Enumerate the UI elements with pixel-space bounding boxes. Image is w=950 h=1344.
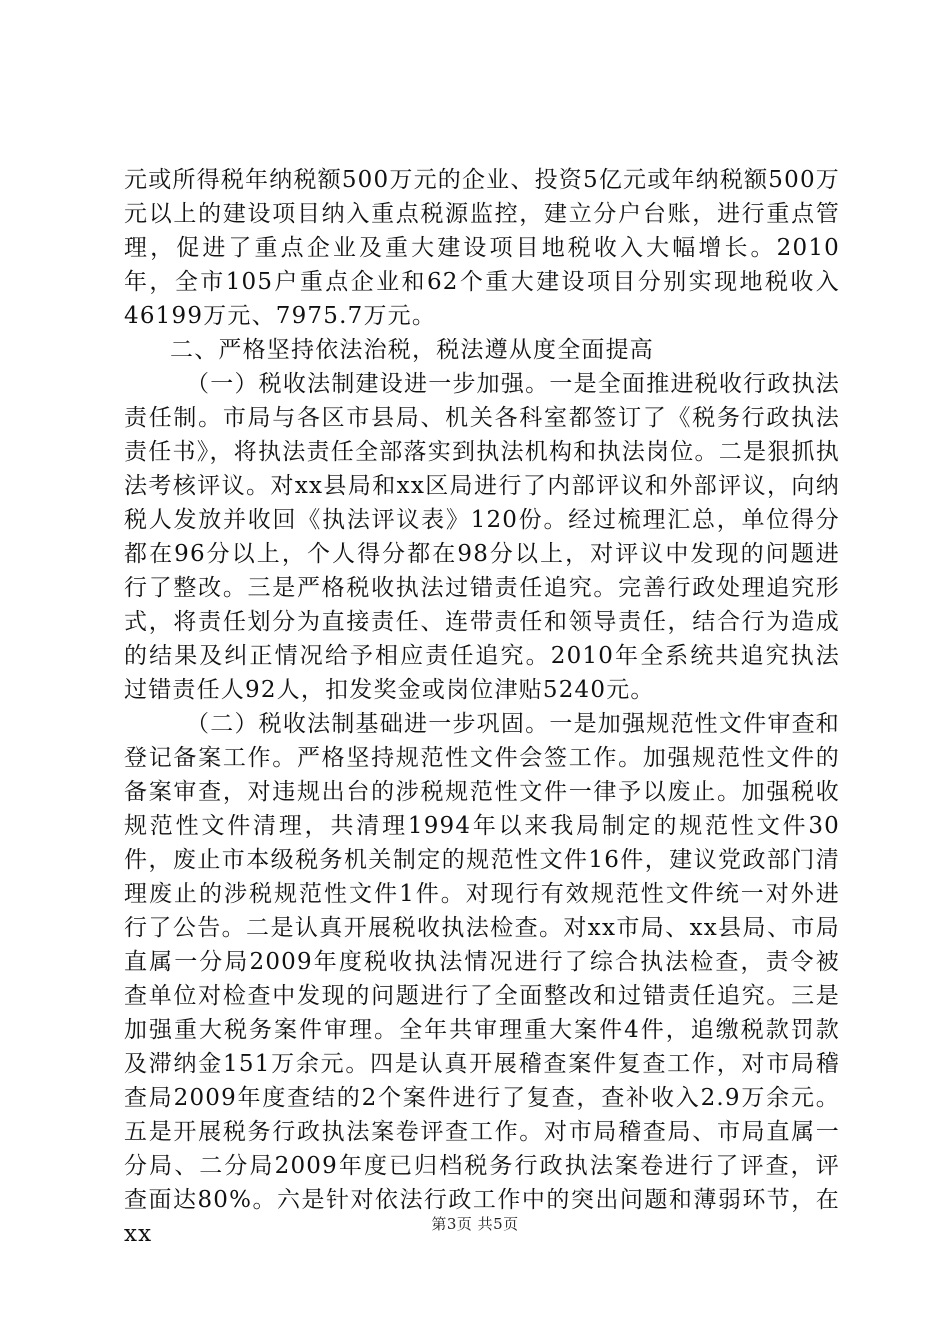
page-footer: 第3页 共5页 [431,1215,519,1233]
paragraph-tax-law-foundation: （二）税收法制基础进一步巩固。一是加强规范性文件审查和登记备案工作。严格坚持规范性文件会签工作。加强规范性文件的备案审查，对违规出台的涉税规范性文件一律予以废止。加强税收规范性文件清理，共清理1994年以来我局制定的规范性文件30件，废止市本级税务机关制定的规范性文件16件，建议党政部门清理废止的涉税规范性文件1件。对现行有效规范性文件统一对外进行了公告。二是认真开展税收执法检查。对xx市局、xx县局、市局直属一分局2009年度税收执法情况进行了综合执法检查，责令被查单位对检查中发现的问题进行了全面整改和过错责任追究。三是加强重大税务案件审理。全年共审理重大案件4件，追缴税款罚款及滞纳金151万余元。四是认真开展稽查案件复查工作，对市局稽查局2009年度查结的2个案件进行了复查，查补收入2.9万余元。五是开展税务行政执法案卷评查工作。对市局稽查局、市局直属一分局、二分局2009年度已归档税务行政执法案卷进行了评查，评查面达80%。六是针对依法行政工作中的突出问题和薄弱环节，在xx [124,711,840,1247]
paragraph-tax-law-construction: （一）税收法制建设进一步加强。一是全面推进税收行政执法责任制。市局与各区市县局、机关各科室都签订了《税务行政执法责任书》，将执法责任全部落实到执法机构和执法岗位。二是狠抓执法考核评议。对xx县局和xx区局进行了内部评议和外部评议，向纳税人发放并收回《执法评议表》120份。经过梳理汇总，单位得分都在96分以上，个人得分都在98分以上，对评议中发现的问题进行了整改。三是严格税收执法过错责任追究。完善行政处理追究形式，将责任划分为直接责任、连带责任和领导责任，结合行为造成的结果及纠正情况给予相应责任追究。2010年全系统共追究执法过错责任人92人，扣发奖金或岗位津贴5240元。 [124,371,840,703]
paragraph-key-tax-sources: 元或所得税年纳税额500万元的企业、投资5亿元或年纳税额500万元以上的建设项目纳入重点税源监控，建立分户台账，进行重点管理，促进了重点企业及重大建设项目地税收入大幅增长。2010年，全市105户重点企业和62个重大建设项目分别实现地税收入46199万元、7975.7万元。 [124,167,840,329]
section-heading-rule-of-law: 二、严格坚持依法治税，税法遵从度全面提高 [170,337,654,363]
document-body [124,163,840,1251]
